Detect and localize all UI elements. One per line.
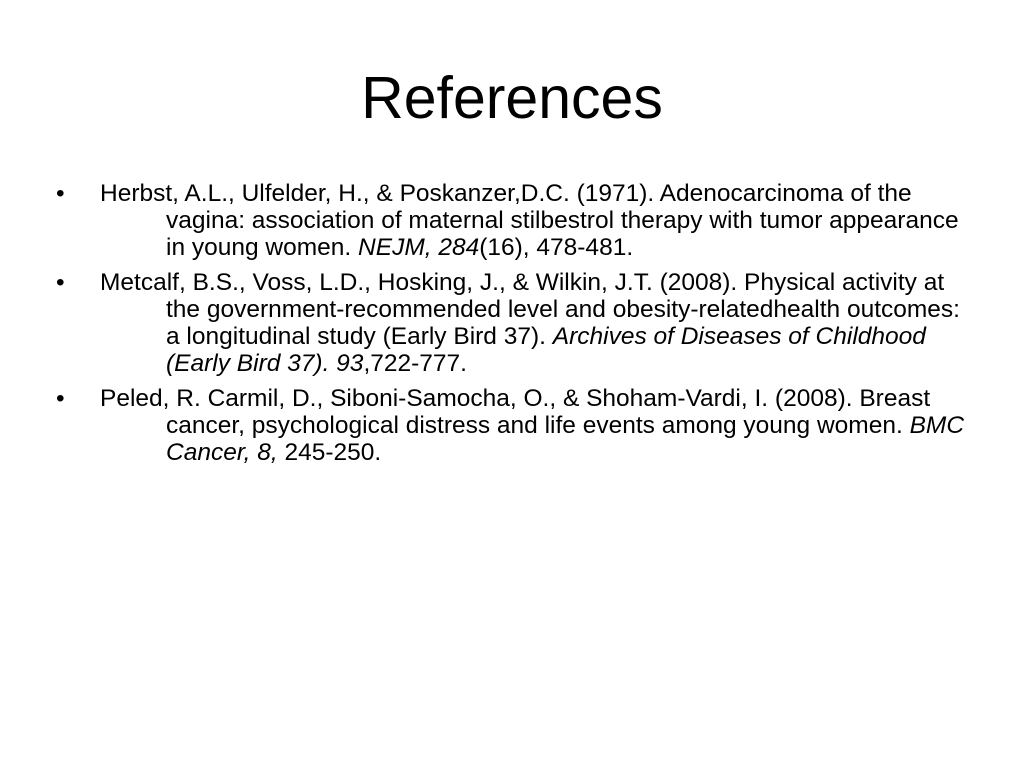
- reference-text: [100, 385, 964, 466]
- reference-list: [56, 180, 976, 474]
- reference-citation-text: Herbst, A.L., Ulfelder, H., & Poskanzer,D.C. (1971). Adenocarcinoma of the vagina: association of maternal stilbestrol therapy with tumor appearance in young women.: [100, 180, 959, 261]
- reference-journal: NEJM, 284: [358, 234, 480, 261]
- reference-text: [100, 180, 959, 261]
- reference-text: [100, 269, 960, 377]
- reference-citation-text: Peled, R. Carmil, D., Siboni-Samocha, O., & Shoham-Vardi, I. (2008). Breast cancer, psychological distress and life events among young women.: [100, 385, 931, 439]
- reference-pages: (16), 478-481.: [479, 234, 634, 261]
- reference-item: [56, 269, 976, 377]
- reference-pages: ,722-777.: [363, 350, 467, 377]
- reference-citation-text: Metcalf, B.S., Voss, L.D., Hosking, J., & Wilkin, J.T. (2008). Physical activity at the government-recommended level and obesity-relatedhealth outcomes: a longitudinal study (Early Bird 37).: [100, 269, 960, 350]
- slide-title: References: [361, 65, 663, 131]
- reference-journal: Archives of Diseases of Childhood (Early Bird 37). 93: [166, 323, 926, 377]
- bullet-icon: •: [56, 385, 65, 412]
- bullet-icon: •: [56, 180, 65, 207]
- bullet-icon: •: [56, 269, 65, 296]
- reference-item: [56, 180, 976, 261]
- reference-item: [56, 385, 976, 466]
- reference-journal: BMC Cancer, 8,: [166, 412, 965, 466]
- reference-pages: 245-250.: [277, 439, 382, 466]
